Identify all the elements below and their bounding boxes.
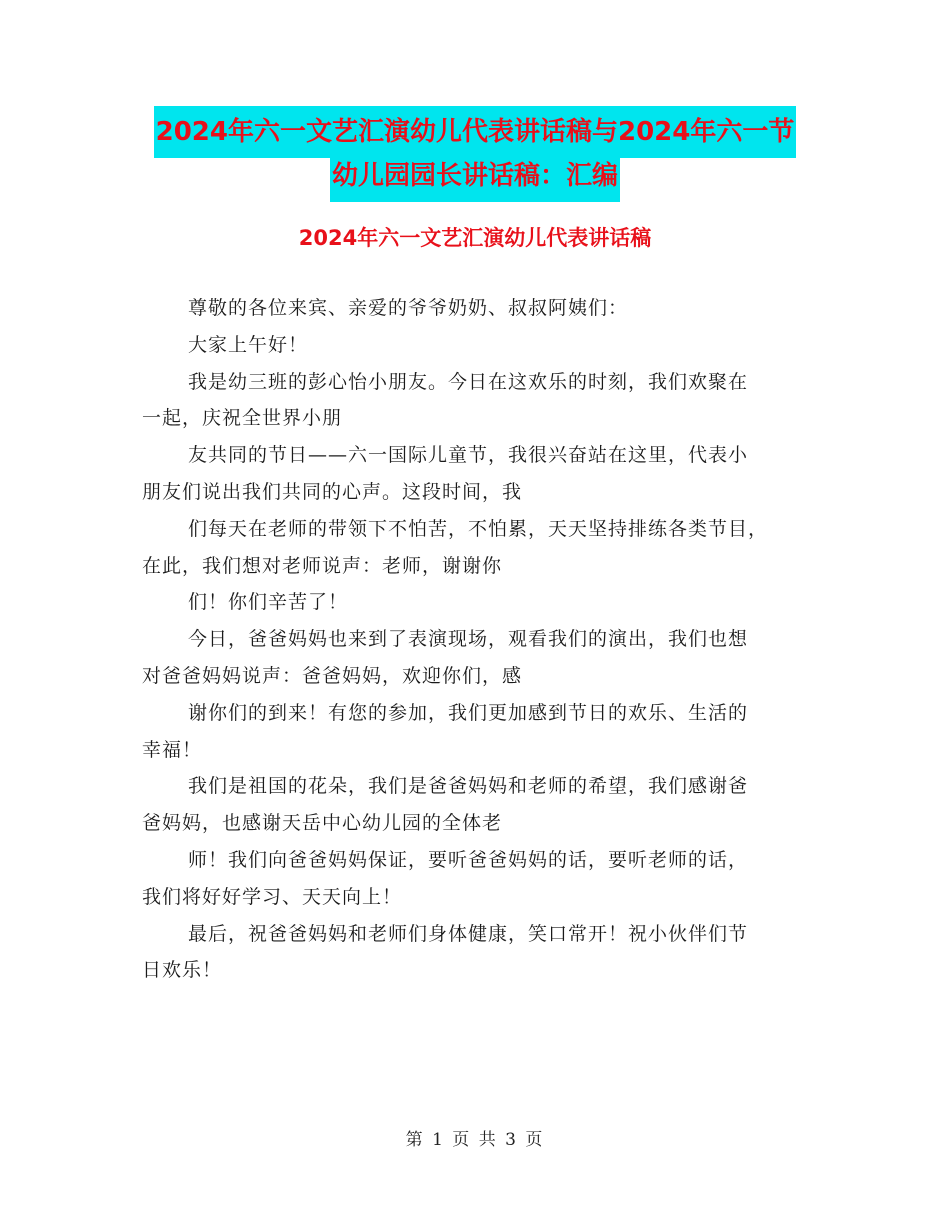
paragraph-line: 在此，我们想对老师说声：老师，谢谢你 (142, 554, 503, 577)
paragraph-line: 我们是祖国的花朵，我们是爸爸妈妈和老师的希望，我们感谢爸 (188, 775, 749, 798)
paragraph-line: 对爸爸妈妈说声：爸爸妈妈，欢迎你们，感 (142, 664, 523, 687)
paragraph-line: 爸妈妈，也感谢天岳中心幼儿园的全体老 (142, 812, 503, 835)
paragraph-line: 尊敬的各位来宾、亲爱的爷爷奶奶、叔叔阿姨们： (188, 297, 629, 319)
paragraph-line: 谢你们的到来！有您的参加，我们更加感到节日的欢乐、生活的 (188, 701, 749, 724)
document-title-text-1: 2024年六一文艺汇演幼儿代表讲话稿与2024年六一节 (154, 106, 797, 158)
paragraph-line: 今日，爸爸妈妈也来到了表演现场，观看我们的演出，我们也想 (188, 628, 749, 651)
paragraph-line: 们！你们辛苦了！ (188, 591, 349, 614)
paragraph-line: 们每天在老师的带领下不怕苦，不怕累，天天坚持排练各类节目， (188, 517, 769, 540)
paragraph-line: 日欢乐！ (142, 959, 223, 982)
paragraph-line: 我们将好好学习、天天向上！ (142, 885, 403, 908)
paragraph-line: 我是幼三班的彭心怡小朋友。今日在这欢乐的时刻，我们欢聚在 (188, 370, 749, 393)
paragraph-line: 大家上午好！ (188, 333, 309, 356)
paragraph-line: 师！我们向爸爸妈妈保证，要听爸爸妈妈的话，要听老师的话， (188, 848, 749, 871)
paragraph-line: 友共同的节日——六一国际儿童节，我很兴奋站在这里，代表小 (188, 444, 749, 467)
speech-body (142, 290, 802, 989)
page-number-footer: 第 1 页 共 3 页 (405, 1130, 545, 1150)
document-title-line-2 (0, 150, 950, 202)
section-title: 2024年六一文艺汇演幼儿代表讲话稿 (298, 226, 652, 250)
paragraph-line: 一起，庆祝全世界小朋 (142, 407, 343, 430)
paragraph-line: 最后，祝爸爸妈妈和老师们身体健康，笑口常开！祝小伙伴们节 (188, 922, 749, 945)
document-title-text-2: 幼儿园园长讲话稿：汇编 (330, 150, 620, 202)
paragraph-line: 朋友们说出我们共同的心声。这段时间，我 (142, 480, 523, 503)
paragraph-line: 幸福！ (142, 738, 203, 761)
